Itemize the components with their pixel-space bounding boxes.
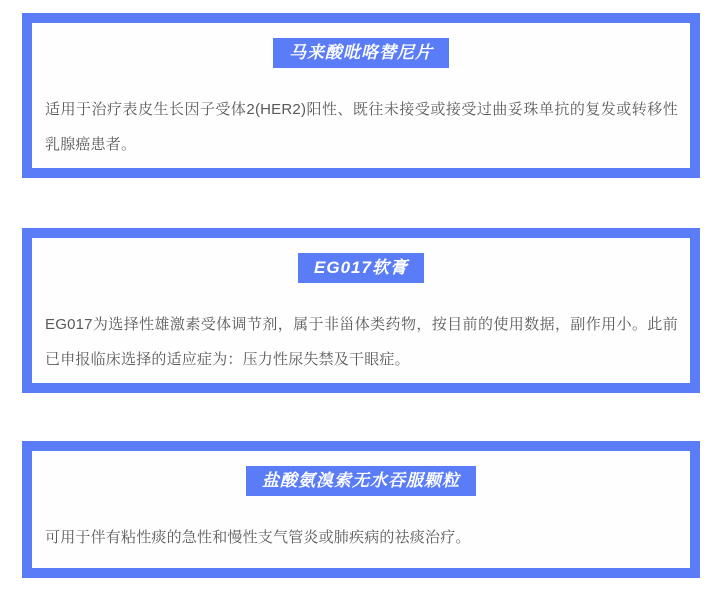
badge-row — [32, 466, 690, 496]
drug-card-eg017 — [22, 228, 700, 393]
drug-description: 可用于伴有粘性痰的急性和慢性支气管炎或肺疾病的祛痰治疗。 — [45, 529, 471, 546]
drug-card-pyrotinib — [22, 13, 700, 178]
drug-description: EG017为选择性雄激素受体调节剂，属于非甾体类药物，按目前的使用数据，副作用小。此前已申报临床选择的适应症为：压力性尿失禁及干眼症。 — [45, 316, 678, 368]
drug-title-badge: 盐酸氨溴索无水吞服颗粒 — [246, 466, 476, 496]
drug-description: 适用于治疗表皮生长因子受体2(HER2)阳性、既往未接受或接受过曲妥珠单抗的复发或转移性乳腺癌患者。 — [45, 101, 678, 153]
badge-row — [32, 38, 690, 68]
drug-card-ambroxol — [22, 441, 700, 578]
drug-info-page — [0, 13, 725, 605]
drug-title-badge: EG017软膏 — [298, 253, 424, 283]
drug-title-badge: 马来酸吡咯替尼片 — [273, 38, 449, 68]
badge-row — [32, 253, 690, 283]
